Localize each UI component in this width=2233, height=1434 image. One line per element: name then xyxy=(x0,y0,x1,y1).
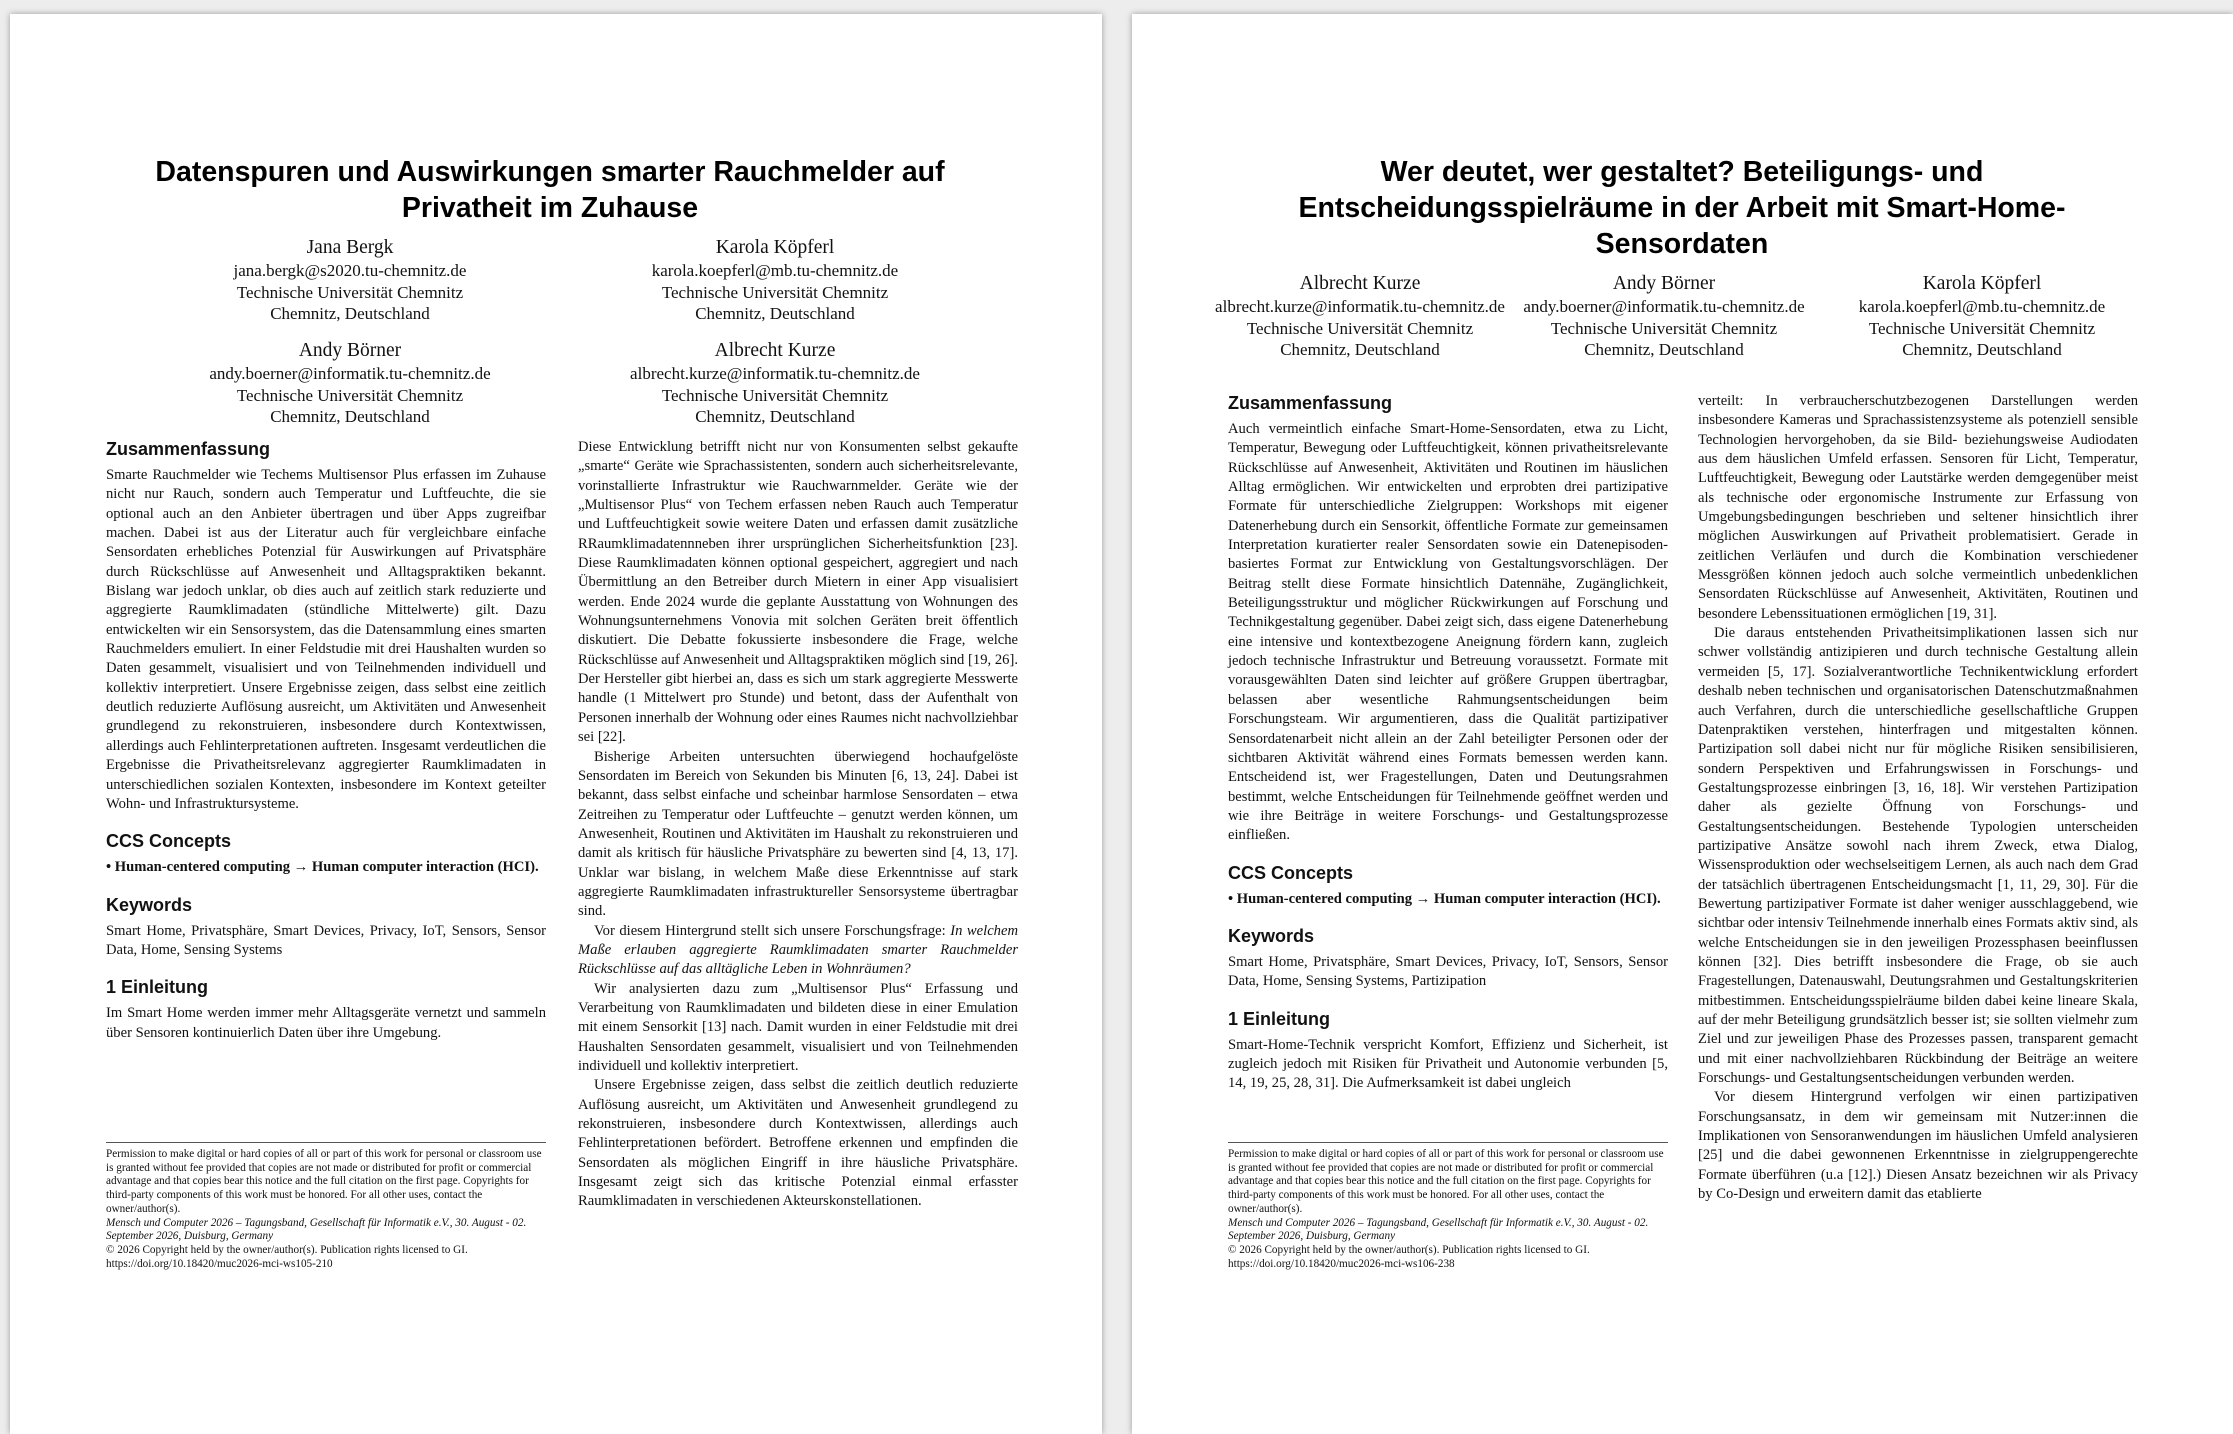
author-name: Andy Börner xyxy=(298,340,402,361)
doi-link[interactable]: https://doi.org/10.18420/muc2026-mci-ws106-238 xyxy=(1228,1257,1455,1270)
body-paragraph: Wir analysierten dazu zum „Multisensor Plus“ Erfassung und Verarbeitung von Raumklimadaten und bildeten diese in einer Emulation mit einem Sensorkit [13] nach. Damit wurden in einer Feldstudie mit drei Haushalten Sensordaten gesammelt, visualisiert und von Teilnehmenden individuell und kollektiv interpretiert. xyxy=(578,980,1018,1074)
left-column xyxy=(106,438,546,1043)
abstract-text: Smarte Rauchmelder wie Techems Multisensor Plus erfassen im Zuhause nicht nur Rauch, sondern auch Temperatur und Luftfeuchte, die sie optional auch an den Anbieter übertragen und über Apps zugreifbar machen. Dabei ist aus der Literatur auch für vergleichbare einfache Sensordaten erhebliches Potenzial für Auswirkungen auf Privatsphäre durch Rückschlüsse auf Anwesenheit und Alltagspraktiken bekannt. Bislang war jedoch unklar, ob dies auch auf zeitlich stark reduzierte und aggregierte Raumklimadaten (stündliche Mittelwerte) gilt. Dazu entwickelten wir ein Sensorsystem, das die Datensammlung eines smarten Rauchmelders emuliert. In einer Feldstudie mit drei Haushalten wurden so Daten gesammelt, visualisiert und von Teilnehmenden individuell und kollektiv interpretiert. Unsere Ergebnisse zeigen, dass selbst eine zeitlich deutlich reduzierte Auflösung ausreicht, um Aktivitäten und Anwesenheit grundlegend zu rekonstruieren, insbesondere durch Kontextwissen, allerdings auch Fehlinterpretationen auftreten. Insgesamt verdeutlichen die Ergebnisse die Privatheitsrelevanz aggregierter Raumklimadaten in unterschiedlichen sozialen Kontexten, insbesondere im Kontext geteilter Wohn- und Infrastruktursysteme. xyxy=(106,467,546,812)
footnote-rule xyxy=(106,1142,546,1143)
ccs-concepts: • Human-centered computing → Human computer interaction (HCI). xyxy=(1228,890,1661,907)
body-paragraph: Die daraus entstehenden Privatheitsimplikationen lassen sich nur schwer vollständig antizipieren und durch technische Gestaltung allein vermeiden [5, 17]. Sozialverantwortliche Technikentwicklung erfordert deshalb neben technischen und organisatorischen Datenschutzmaßnahmen auch Verfahren, durch die unterschiedliche gesellschaftliche Gruppen Datenpraktiken verstehen, hinterfragen und mitgestalten können. Partizipation soll dabei nicht nur für mögliche Risiken sensibilisieren, sondern Perspektiven und Erfahrungswissen in Forschungs- und Gestaltungsprozesse einbringen [3, 16, 18]. Wir verstehen Partizipation daher als gezielte Öffnung von Forschungs- und Gestaltungsentscheidungen. Bestehende Typologien unterscheiden partizipative Ansätze sowohl nach ihrem Zweck, etwa Dialog, Wissensproduktion oder wechselseitigem Lernen, als auch nach dem Grad der tatsächlich übertragenen Entscheidungsmacht [1, 11, 29, 30]. Für die Bewertung partizipativer Formate ist daher weniger ausschlaggebend, wie sichtbar oder intensiv Teilnehmende innerhalb eines Formats aktiv sind, als welche Entscheidungen sie in den jeweiligen Prozessphasen beeinflussen können [32]. Dies betrifft insbesondere die Frage, ob sie auch Fragestellungen, Datenauswahl, Deutungsrahmen und Gestaltungskriterien mitbestimmen. Entscheidungsspielräume bilden dabei keine lineare Skala, auf der mehr Beteiligung grundsätzlich besser ist; sie sollten vielmehr zum Ziel und zur jeweiligen Phase des Prozesses passen, transparent gemacht und mit einer nachvollziehbaren Rückbindung der Beiträge an weitere Forschungs- und Gestaltungsentscheidungen verbunden werden. xyxy=(1698,625,2138,1087)
body-paragraph: Diese Entwicklung betrifft nicht nur von Konsumenten selbst gekaufte „smarte“ Geräte wie Sprachassistenten, sondern auch sicherheitsrelevante, vorinstallierte Infrastruktur wie Rauchwarnmelder. Geräte wie der „Multisensor Plus“ von Techem erfassen neben Rauch auch Temperatur und Luftfeuchtigkeit sowie weitere Daten und erfassen damit zusätzliche RRaumklimadatennneben ihrer ursprünglichen Sicherheitsfunktion [23]. Diese Raumklimadaten können optional gespeichert, aggregiert und nach Übermittlung an den Betreiber durch Mietern in einer App visualisiert werden. Ende 2024 wurde die geplante Ausstattung von Wohnungen des Wohnungsunternehmens Vonovia mit solchen Geräten breit öffentlich diskutiert. Die Debatte fokussierte insbesondere die Frage, welche Rückschlüsse auf Anwesenheit und Alltagspraktiken möglich sind [19, 26]. Der Hersteller gibt hierbei an, dass es sich um stark aggregierte Messwerte handle (1 Mittelwert pro Stunde) und betont, dass der Aufenthalt von Personen innerhalb der Wohnung oder eines Raumes nicht nachvollziehbar sei [22]. xyxy=(578,439,1018,746)
keywords-heading: Keywords xyxy=(1228,925,1315,946)
copyright-footnote xyxy=(106,1148,546,1271)
author-affiliation: Technische Universität Chemnitz xyxy=(1550,318,1778,338)
author-location: Chemnitz, Deutschland xyxy=(270,304,430,323)
conference-info: Mensch und Computer 2026 – Tagungsband, Gesellschaft für Informatik e.V., 30. August - 02. September 2026, Duisburg, Germany xyxy=(1228,1216,1649,1243)
author-location: Chemnitz, Deutschland xyxy=(1584,340,1744,359)
author-affiliation: Technische Universität Chemnitz xyxy=(1868,318,2096,338)
paper-title: Wer deutet, wer gestaltet? Beteiligungs- und Entscheidungsspielräume in der Arbeit mit Smart-Home-Sensordaten xyxy=(1298,156,2066,260)
left-column xyxy=(1228,392,1668,1094)
author-block xyxy=(105,236,595,325)
author-location: Chemnitz, Deutschland xyxy=(1902,340,2062,359)
author-block xyxy=(530,339,1020,428)
footnote-rule xyxy=(1228,1142,1668,1143)
author-name: Andy Börner xyxy=(1612,273,1716,294)
author-block xyxy=(1817,272,2147,361)
author-affiliation: Technische Universität Chemnitz xyxy=(661,282,889,302)
keywords-text: Smart Home, Privatsphäre, Smart Devices, Privacy, IoT, Sensors, Sensor Data, Home, Sensing Systems xyxy=(106,922,546,958)
keywords-heading: Keywords xyxy=(106,894,193,915)
copyright-footnote xyxy=(1228,1148,1668,1271)
abstract-heading: Zusammenfassung xyxy=(106,439,271,459)
author-email[interactable]: albrecht.kurze@informatik.tu-chemnitz.de xyxy=(1215,297,1505,316)
body-paragraph: Bisherige Arbeiten untersuchten überwiegend hochaufgelöste Sensordaten im Bereich von Sekunden bis Minuten [6, 13, 24]. Dabei ist bekannt, dass selbst einfache und scheinbar harmlose Sensordaten – etwa Zeitreihen zu Temperatur oder Luftfeuchte – genutzt werden können, um Anwesenheit, Routinen und Aktivitäten im Haushalt zu rekonstruieren und damit als kritisch für häusliche Privatsphäre zu bewerten sind [4, 13, 17]. Unklar war bislang, in welchem Maße diese Erkenntnisse auf stark aggregierte Raumklimadaten infrastruktureller Sensorsysteme übertragbar sind. xyxy=(578,748,1018,920)
author-email[interactable]: karola.koepferl@mb.tu-chemnitz.de xyxy=(651,261,899,280)
author-location: Chemnitz, Deutschland xyxy=(1280,340,1440,359)
body-paragraph xyxy=(578,922,1018,980)
author-email[interactable]: andy.boerner@informatik.tu-chemnitz.de xyxy=(209,364,491,383)
author-name: Albrecht Kurze xyxy=(1299,273,1421,294)
doi-link[interactable]: https://doi.org/10.18420/muc2026-mci-ws105-210 xyxy=(106,1257,333,1270)
author-email[interactable]: albrecht.kurze@informatik.tu-chemnitz.de xyxy=(630,364,920,383)
ccs-heading: CCS Concepts xyxy=(106,831,232,852)
abstract-heading: Zusammenfassung xyxy=(1228,393,1393,413)
author-name: Karola Köpferl xyxy=(1922,273,2042,294)
paper-page-1 xyxy=(10,14,1102,1434)
author-affiliation: Technische Universität Chemnitz xyxy=(236,282,464,302)
author-email[interactable]: karola.koepferl@mb.tu-chemnitz.de xyxy=(1858,297,2106,316)
author-email[interactable]: jana.bergk@s2020.tu-chemnitz.de xyxy=(233,261,467,280)
section-heading-introduction: 1 Einleitung xyxy=(106,977,209,998)
paper-title: Datenspuren und Auswirkungen smarter Rauchmelder auf Privatheit im Zuhause xyxy=(155,156,945,224)
body-paragraph: verteilt: In verbraucherschutzbezogenen Darstellungen werden insbesondere Kameras und Sprachassistenzsysteme als potenziell sensible Technologien hervorgehoben, da sie Bild- beziehungsweise Audiodaten aus dem häuslichen Umfeld erfassen. Sensoren für Licht, Temperatur, Luftfeuchtigkeit, Bewegung oder Lautstärke werden demgegenüber meist als technische oder ergonomische Instrumente zur Erfassung von Umgebungsbedingungen beschrieben und seltener hinsichtlich ihrer möglichen Auswirkungen auf Privatheit problematisiert. Gerade in zeitlichen Verläufen und durch die Kombination verschiedener Messgrößen können jedoch auch solche vermeintlich unbedenklichen Sensordaten Rückschlüsse auf Anwesenheit, Aktivitäten, Routinen und besondere Lebenssituationen ermöglichen [19, 31]. xyxy=(1698,393,2138,622)
body-paragraph: Vor diesem Hintergrund verfolgen wir einen partizipativen Forschungsansatz, in dem wir gemeinsam mit Nutzer:innen die Implikationen von Sensoranwendungen im häuslichen Umfeld analysieren [25] und die dabei gewonnenen Erkenntnisse in zielgruppengerechte Formate überführen (u.a [12].) Diesen Ansatz bezeichnen wir als Privacy by Co-Design und erweitern damit das etablierte xyxy=(1698,1089,2138,1203)
author-email[interactable]: andy.boerner@informatik.tu-chemnitz.de xyxy=(1523,297,1805,316)
section-heading-introduction: 1 Einleitung xyxy=(1228,1008,1331,1029)
introduction-text: Smart-Home-Technik verspricht Komfort, Effizienz und Sicherheit, ist zugleich jedoch mit Risiken für Privatheit und Autonomie verbunden [5, 14, 19, 25, 28, 31]. Die Aufmerksamkeit ist dabei ungleich xyxy=(1228,1036,1668,1092)
body-paragraph: Unsere Ergebnisse zeigen, dass selbst die zeitlich deutlich reduzierte Auflösung ausreicht, um Aktivitäten und Anwesenheit grundlegend zu rekonstruieren, insbesondere durch Kontextwissen, allerdings auch Fehlinterpretationen befördert. Betroffene erkennen und empfinden die Sensordaten als möglichen Eingriff in ihre häusliche Privatsphäre. Insgesamt zeigt sich das kritische Potenzial einmal erfasster Raumklimadaten in verschiedenen Akteurskonstellationen. xyxy=(578,1077,1018,1210)
research-question-lead: Vor diesem Hintergrund stellt sich unsere Forschungsfrage: xyxy=(594,922,946,939)
conference-info: Mensch und Computer 2026 – Tagungsband, Gesellschaft für Informatik e.V., 30. August - 02. September 2026, Duisburg, Germany xyxy=(106,1216,527,1243)
abstract-text: Auch vermeintlich einfache Smart-Home-Sensordaten, etwa zu Licht, Temperatur, Bewegung oder Luftfeuchtigkeit, können privatheitsrelevante Rückschlüsse auf Anwesenheit, Aktivitäten und Routinen im häuslichen Alltag ermöglichen. Wir entwickelten und erprobten drei partizipative Formate für unterschiedliche Zielgruppen: Workshops mit eigener Datenerhebung durch ein Sensorkit, öffentliche Formate zur gemeinsamen Interpretation kuratierter realer Sensordaten sowie ein Datenepisoden-basiertes Format zur Entwicklung von Gestaltungsvorschlägen. Der Beitrag stellt diese Formate hinsichtlich Datennähe, Zugänglichkeit, Beteiligungsstruktur und möglicher Rückwirkungen auf Forschung und Technikgestaltung gegenüber. Dabei zeigt sich, dass eigene Datenerhebung eine intensive und kontextbezogene Aneignung fördern kann, zugleich jedoch technische Infrastruktur und Betreuung voraussetzt. Formate mit vorausgewählten Daten sind leichter auf größere Gruppen übertragbar, belassen aber wesentliche Rahmungsentscheidungen beim Forschungsteam. Wir argumentieren, dass die Qualität partizipativer Sensordatenarbeit nicht allein an der Zahl beteiligter Personen oder der sichtbaren Aktivität während eines Formats bemessen werden kann. Entscheidend ist, wer Fragestellungen, Daten und Deutungsrahmen bestimmt, welche Entscheidungen für Teilnehmende geöffnet werden und wie ihre Beiträge in weitere Forschungs- und Gestaltungsprozesse einfließen. xyxy=(1228,421,1668,844)
keywords-text: Smart Home, Privatsphäre, Smart Devices, Privacy, IoT, Sensors, Sensor Data, Home, Sensing Systems, Partizipation xyxy=(1228,953,1668,990)
copyright-line: © 2026 Copyright held by the owner/author(s). Publication rights licensed to GI. xyxy=(1228,1243,1590,1256)
author-name: Karola Köpferl xyxy=(715,237,835,258)
ccs-heading: CCS Concepts xyxy=(1228,862,1354,883)
research-question: In welchem Maße erlauben aggregierte Raumklimadaten smarter Rauchmelder Rückschlüsse auf das alltägliche Leben in Wohnräumen? xyxy=(578,922,1018,978)
right-column xyxy=(1698,392,2138,1204)
copyright-line: © 2026 Copyright held by the owner/author(s). Publication rights licensed to GI. xyxy=(106,1243,468,1256)
author-affiliation: Technische Universität Chemnitz xyxy=(236,385,464,405)
author-location: Chemnitz, Deutschland xyxy=(270,407,430,426)
author-location: Chemnitz, Deutschland xyxy=(695,407,855,426)
author-name: Jana Bergk xyxy=(306,237,394,258)
author-affiliation: Technische Universität Chemnitz xyxy=(661,385,889,405)
author-block xyxy=(105,339,595,428)
author-affiliation: Technische Universität Chemnitz xyxy=(1246,318,1474,338)
author-block xyxy=(1210,272,1510,361)
author-block xyxy=(1514,272,1814,361)
right-column xyxy=(578,438,1018,1212)
introduction-text: Im Smart Home werden immer mehr Alltagsgeräte vernetzt und sammeln über Sensoren kontinuierlich Daten über ihre Umgebung. xyxy=(106,1005,546,1041)
author-name: Albrecht Kurze xyxy=(714,340,836,361)
author-block xyxy=(530,236,1020,325)
permission-notice: Permission to make digital or hard copies of all or part of this work for personal or classroom use is granted without fee provided that copies are not made or distributed for profit or commercial advantage and that copies bear this notice and the full citation on the first page. Copyrights for third-party components of this work must be honored. For all other uses, contact the owner/author(s). xyxy=(106,1148,542,1215)
permission-notice: Permission to make digital or hard copies of all or part of this work for personal or classroom use is granted without fee provided that copies are not made or distributed for profit or commercial advantage and that copies bear this notice and the full citation on the first page. Copyrights for third-party components of this work must be honored. For all other uses, contact the owner/author(s). xyxy=(1228,1148,1664,1215)
author-location: Chemnitz, Deutschland xyxy=(695,304,855,323)
ccs-concepts: • Human-centered computing → Human computer interaction (HCI). xyxy=(106,859,539,876)
paper-page-2 xyxy=(1132,14,2233,1434)
